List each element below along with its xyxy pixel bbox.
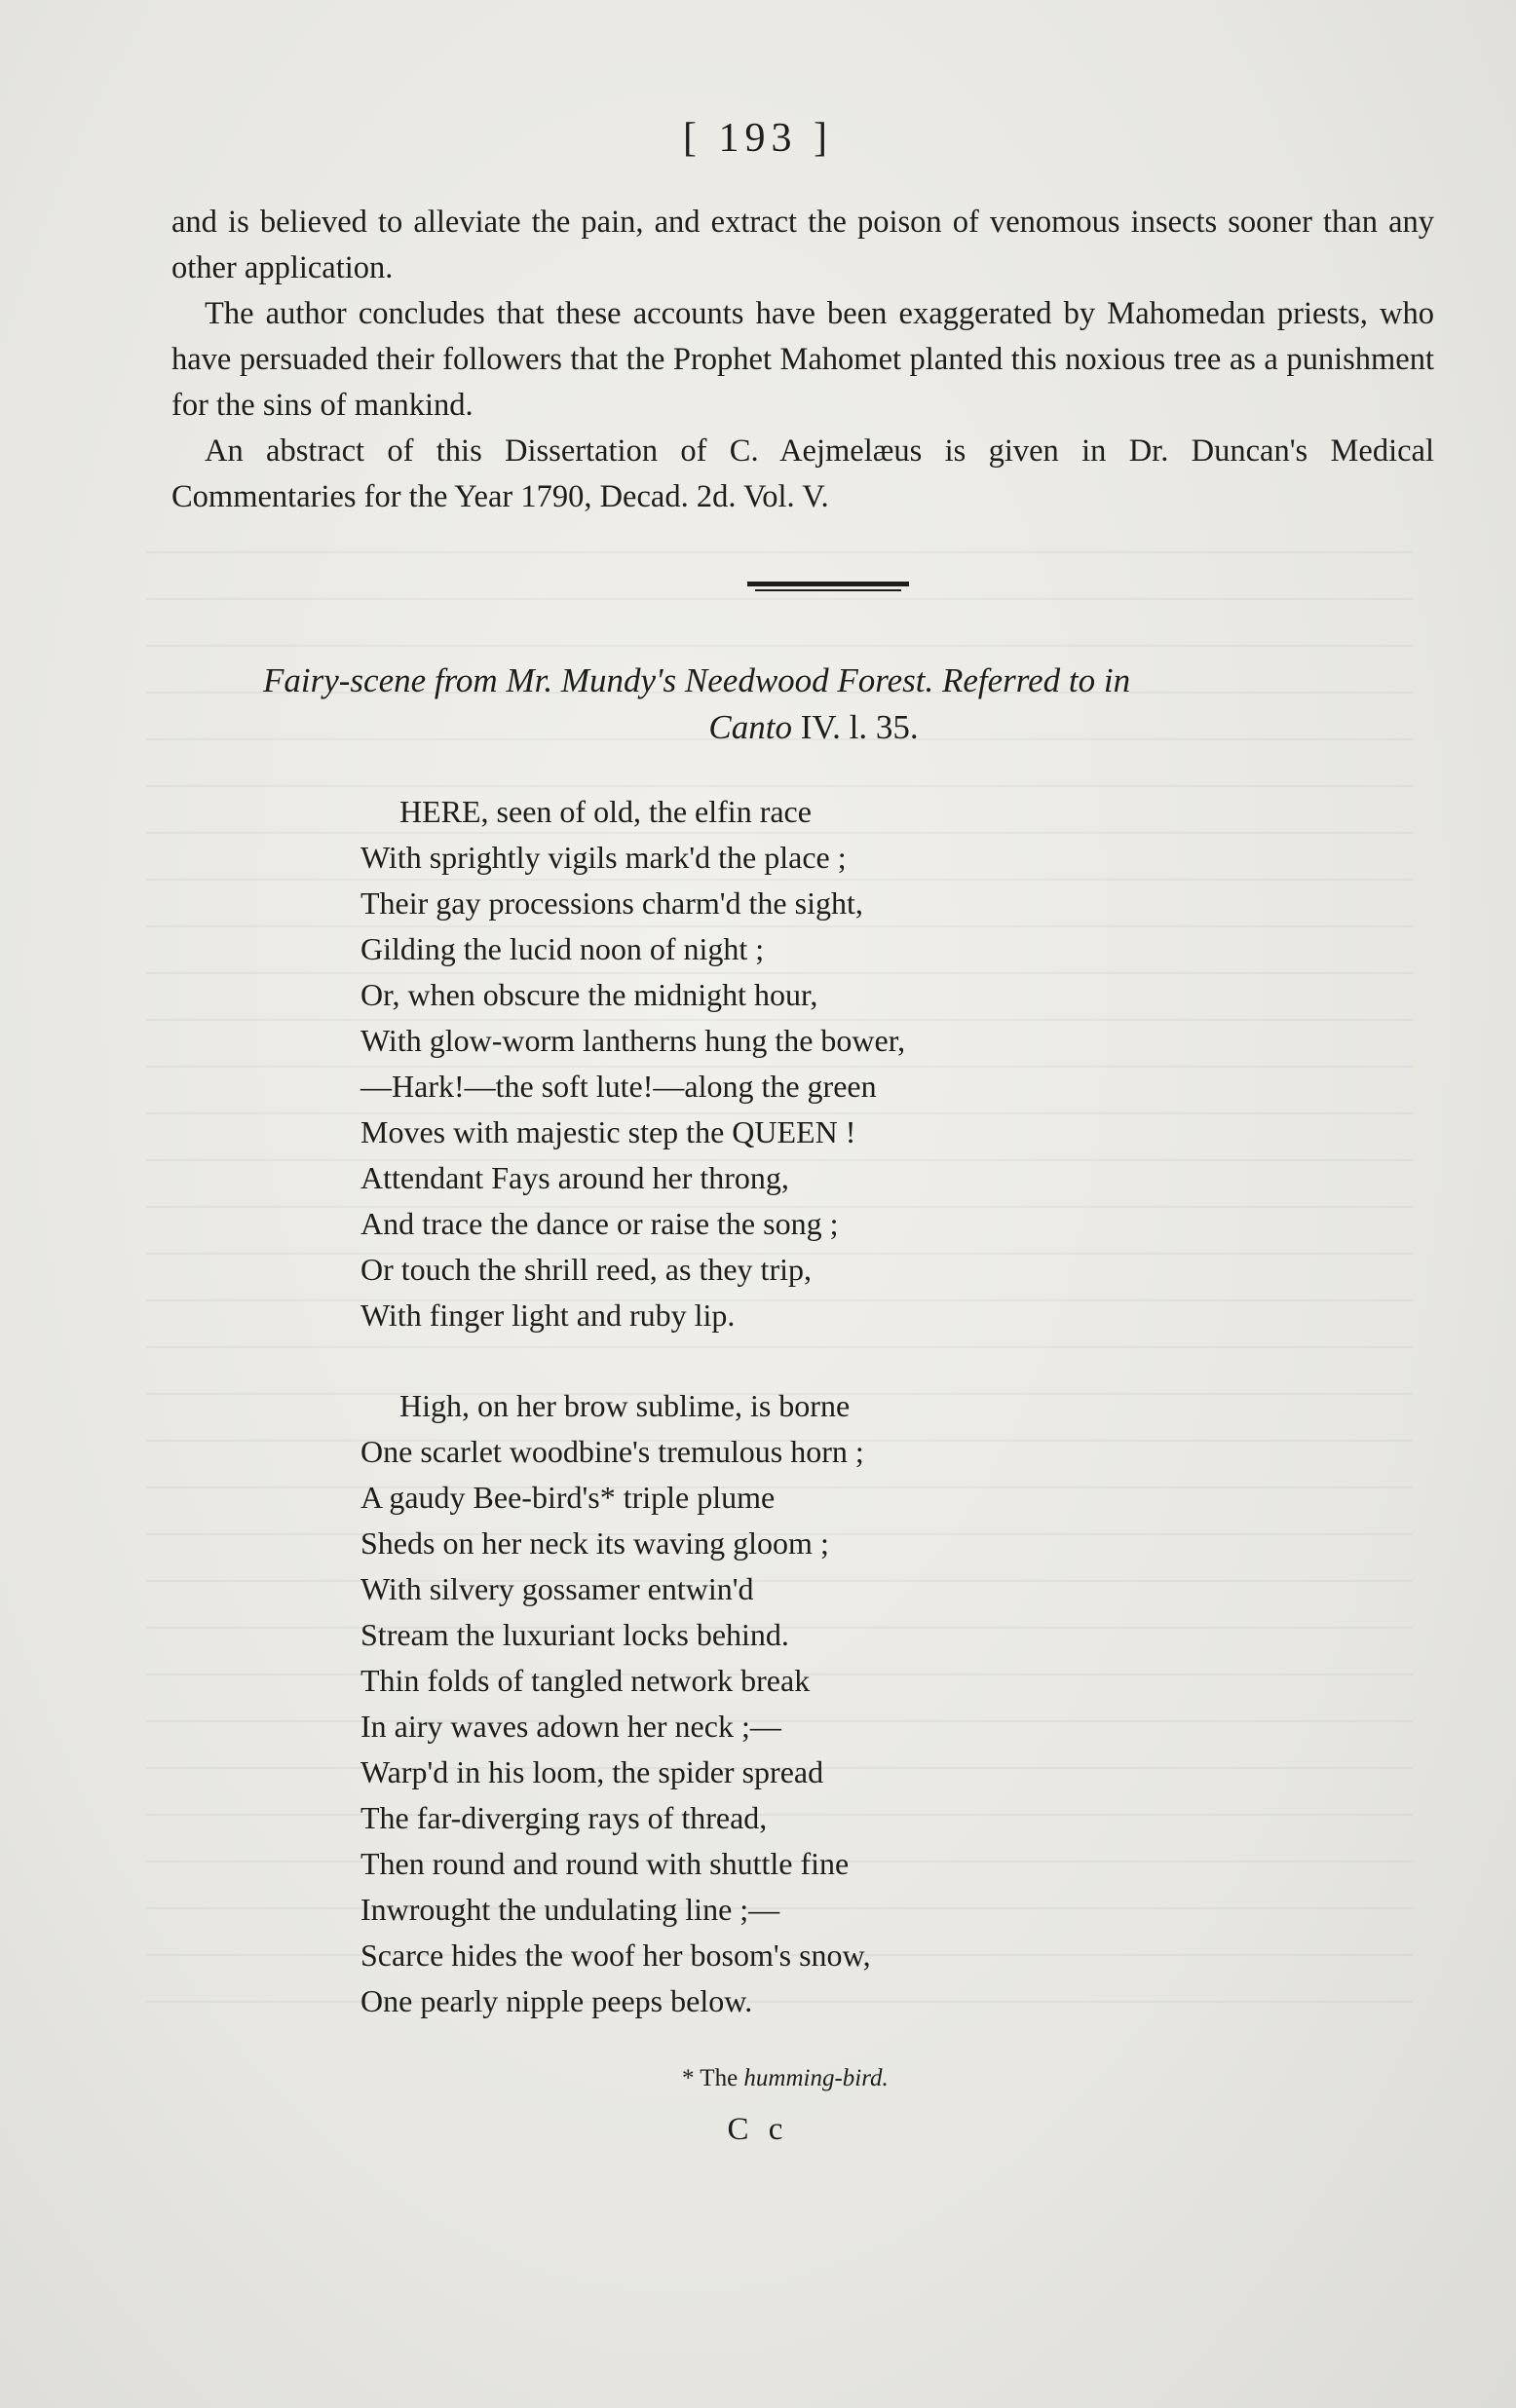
prose-paragraph: An abstract of this Dissertation of C. Aejmelæus is given in Dr. Duncan's Medical Commentaries for the Year 1790, Decad. 2d. Vol. V. <box>171 433 1434 514</box>
poem-line: Or, when obscure the midnight hour, <box>360 977 818 1012</box>
poem-line: With glow-worm lantherns hung the bower, <box>360 1023 906 1058</box>
poem-line: Warp'd in his loom, the spider spread <box>360 1754 824 1789</box>
poem-line: Inwrought the undulating line ;— <box>360 1892 780 1927</box>
signature-mark: C c <box>727 2112 789 2147</box>
poem-line: Their gay processions charm'd the sight, <box>360 885 863 921</box>
poem-line: Stream the luxuriant locks behind. <box>360 1617 789 1652</box>
poem-line: Scarce hides the woof her bosom's snow, <box>360 1938 871 1973</box>
prose-paragraph: and is believed to alleviate the pain, and extract the poison of venomous insects sooner than any other application. <box>171 205 1434 285</box>
poem-line: Sheds on her neck its waving gloom ; <box>360 1525 829 1561</box>
poem-line: With finger light and ruby lip. <box>360 1298 736 1333</box>
heading-line-1: Fairy-scene from Mr. Mundy's Needwood Forest. Referred to in <box>263 661 1131 699</box>
prose-section <box>171 200 1434 520</box>
poem-line: Or touch the shrill reed, as they trip, <box>360 1252 812 1287</box>
poem-line: High, on her brow sublime, is borne <box>399 1388 851 1423</box>
poem-line: —Hark!—the soft lute!—along the green <box>360 1069 877 1104</box>
page-number: [ 193 ] <box>683 116 833 161</box>
heading-canto-ref: IV. l. 35. <box>791 708 919 746</box>
stanza-1 <box>360 789 1383 1338</box>
poem-line: With sprightly vigils mark'd the place ; <box>360 840 847 875</box>
section-rule <box>747 582 909 593</box>
poem-line: Thin folds of tangled network break <box>360 1663 811 1698</box>
poem-line: A gaudy Bee-bird's* triple plume <box>360 1480 776 1515</box>
poem-line: Attendant Fays around her throng, <box>360 1160 789 1195</box>
footnote <box>682 2065 1072 2092</box>
footnote-text: humming-bird. <box>743 2065 889 2091</box>
heading-line-2 <box>263 704 1364 751</box>
heading-canto: Canto <box>708 708 792 746</box>
poem-line: With silvery gossamer entwin'd <box>360 1571 754 1606</box>
poem-line: The far-diverging rays of thread, <box>360 1800 768 1835</box>
poem-line: Gilding the lucid noon of night ; <box>360 931 765 966</box>
poem-line: And trace the dance or raise the song ; <box>360 1206 839 1241</box>
poem-line: One pearly nipple peeps below. <box>360 1983 753 2018</box>
prose-paragraph: The author concludes that these accounts have been exaggerated by Mahomedan priests, who have persuaded their followers that the Prophet Mahomet planted this noxious tree as a punishment for the sins of mankind. <box>171 296 1434 423</box>
poem-line: HERE, seen of old, the elfin race <box>399 794 812 829</box>
poem-line: In airy waves adown her neck ;— <box>360 1709 781 1744</box>
poem <box>360 789 1383 2069</box>
stanza-2 <box>360 1383 1383 2024</box>
section-heading <box>263 658 1364 751</box>
poem-line: Then round and round with shuttle fine <box>360 1846 850 1881</box>
poem-line: One scarlet woodbine's tremulous horn ; <box>360 1434 864 1469</box>
poem-line: Moves with majestic step the QUEEN ! <box>360 1114 856 1149</box>
footnote-marker: * The <box>682 2065 739 2091</box>
